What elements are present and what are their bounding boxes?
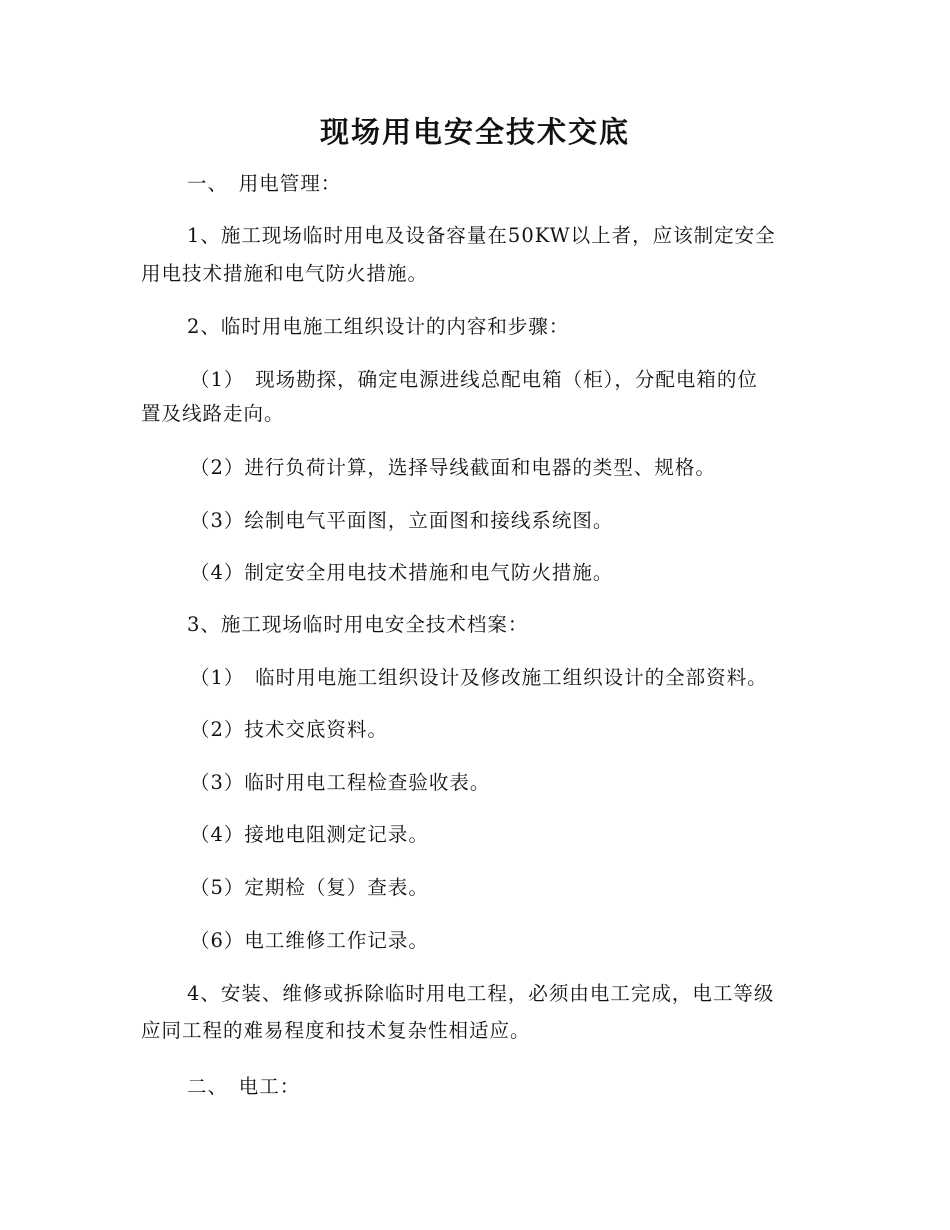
document-title: 现场用电安全技术交底 (319, 115, 630, 149)
paragraph-item-1-line-1: 1、施工现场临时用电及设备容量在50KW以上者，应该制定安全 (187, 224, 776, 247)
subitem-3-3: （3）临时用电工程检查验收表。 (190, 771, 491, 794)
paragraph-item-4-line-2: 应同工程的难易程度和技术复杂性相适应。 (141, 1019, 531, 1042)
subitem-3-4: （4）接地电阻测定记录。 (190, 823, 429, 846)
subitem-3-1: （1） 临时用电施工组织设计及修改施工组织设计的全部资料。 (190, 666, 768, 689)
subitem-3-5: （5）定期检（复）查表。 (190, 876, 429, 899)
subitem-3-2: （2）技术交底资料。 (190, 718, 388, 741)
subitem-2-4: （4）制定安全用电技术措施和电气防火措施。 (190, 561, 614, 584)
subitem-3-6: （6）电工维修工作记录。 (190, 929, 429, 952)
section-heading-power-management: 一、 用电管理： (187, 172, 342, 195)
subitem-2-1-line-1: （1） 现场勘探，确定电源进线总配电箱（柜），分配电箱的位 (190, 368, 758, 391)
paragraph-item-4-line-1: 4、安装、维修或拆除临时用电工程，必须由电工完成，电工等级 (187, 982, 775, 1005)
subitem-2-3: （3）绘制电气平面图，立面图和接线系统图。 (190, 509, 614, 532)
section-heading-electrician: 二、 电工： (187, 1075, 301, 1098)
paragraph-item-3: 3、施工现场临时用电安全技术档案： (187, 613, 529, 636)
subitem-2-2: （2）进行负荷计算，选择导线截面和电器的类型、规格。 (190, 456, 716, 479)
subitem-2-1-line-2: 置及线路走向。 (141, 402, 285, 425)
paragraph-item-1-line-2: 用电技术措施和电气防火措施。 (141, 262, 429, 285)
paragraph-item-2: 2、临时用电施工组织设计的内容和步骤： (187, 315, 570, 338)
